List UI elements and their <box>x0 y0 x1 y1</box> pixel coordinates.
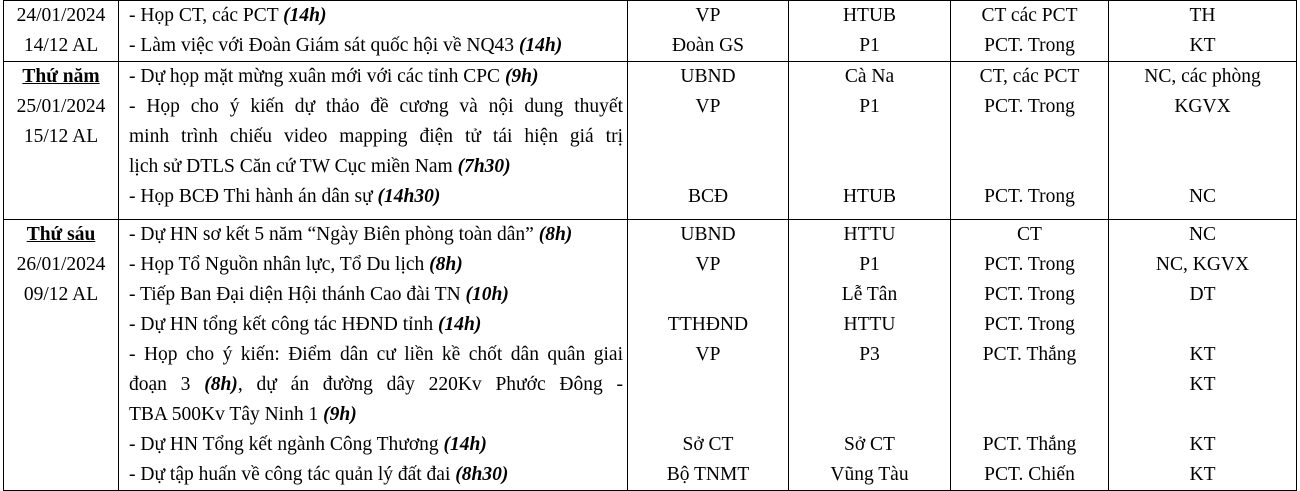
agenda-line <box>119 31 627 61</box>
agenda-item <box>119 430 627 460</box>
place-text <box>789 152 950 182</box>
agenda-time: (9h) <box>504 66 539 87</box>
host-text <box>628 370 788 400</box>
prep-cell <box>1109 1 1297 62</box>
lunar-date: 14/12 AL <box>23 35 99 56</box>
day-name: Thứ năm <box>22 66 100 87</box>
chair-text <box>951 122 1108 152</box>
agenda-text: - Họp CT, các PCT <box>129 5 284 26</box>
agenda-text: - Làm việc với Đoàn Giám sát quốc hội về NQ43 <box>129 35 519 56</box>
day-row <box>4 220 1297 491</box>
agenda-line <box>119 62 627 92</box>
chair-text: CT, các PCT <box>979 66 1080 87</box>
agenda-text-cont: , dự án đường dây 220Kv Phước Đông - <box>237 374 623 395</box>
agenda-line <box>119 340 627 370</box>
prep-text: KT <box>1189 35 1216 56</box>
host-text: VP <box>695 96 721 117</box>
agenda-line <box>119 220 627 250</box>
agenda-line <box>119 280 627 310</box>
prep-text: NC <box>1188 224 1217 245</box>
agenda-time: (14h) <box>443 434 487 455</box>
agenda-time: (9h) <box>323 404 357 425</box>
host-text: Đoàn GS <box>671 35 745 56</box>
agenda-text: - Họp cho ý kiến dự thảo đề cương và nội dung thuyết <box>129 96 623 117</box>
host-cell <box>628 220 789 491</box>
day-row <box>4 62 1297 220</box>
agenda-item <box>119 182 627 212</box>
place-text <box>789 400 950 430</box>
chair-text: PCT. Trong <box>984 314 1075 335</box>
host-text: TTHĐND <box>667 314 749 335</box>
prep-text: DT <box>1189 284 1216 305</box>
agenda-time: (8h) <box>204 374 238 395</box>
host-text: UBND <box>680 66 736 87</box>
date: 24/01/2024 <box>16 5 106 26</box>
agenda-text: - Dự HN sơ kết 5 năm “Ngày Biên phòng toàn dân” <box>129 224 539 245</box>
agenda-time: (8h30) <box>455 464 509 485</box>
agenda-item <box>119 220 627 250</box>
prep-text: TH <box>1189 5 1216 26</box>
host-cell <box>628 62 789 220</box>
date: 25/01/2024 <box>16 96 106 117</box>
agenda-text: đoạn 3 <box>129 374 205 395</box>
agenda-line <box>119 92 627 122</box>
agenda-time: (14h30) <box>377 186 441 207</box>
chair-text: PCT. Thắng <box>982 344 1077 365</box>
agenda-text: minh trình chiếu video mapping điện tử tái hiện giá trị <box>129 126 623 147</box>
prep-cell <box>1109 62 1297 220</box>
agenda-line <box>119 182 627 212</box>
chair-text: PCT. Trong <box>984 284 1075 305</box>
agenda-text: - Tiếp Ban Đại diện Hội thánh Cao đài TN <box>129 284 466 305</box>
chair-cell <box>951 1 1109 62</box>
agenda-text: - Họp BCĐ Thi hành án dân sự <box>129 186 378 207</box>
place-cell <box>789 220 951 491</box>
chair-text: PCT. Trong <box>984 254 1075 275</box>
agenda-line <box>119 310 627 340</box>
content-cell <box>119 220 628 491</box>
agenda-item <box>119 1 627 31</box>
agenda-time: (8h) <box>538 224 573 245</box>
agenda-text: - Dự tập huấn về công tác quản lý đất đai <box>129 464 456 485</box>
agenda-item <box>119 250 627 280</box>
prep-cell <box>1109 220 1297 491</box>
host-text: UBND <box>680 224 736 245</box>
agenda-item <box>119 31 627 61</box>
agenda-item <box>119 280 627 310</box>
day-cell <box>4 220 119 491</box>
prep-text <box>1109 400 1296 430</box>
place-text: Vũng Tàu <box>830 464 909 485</box>
chair-text: PCT. Trong <box>984 186 1075 207</box>
agenda-item <box>119 92 627 182</box>
content-cell <box>119 62 628 220</box>
place-text: HTTU <box>843 314 896 335</box>
prep-text: KGVX <box>1174 96 1231 117</box>
host-text <box>628 122 788 152</box>
prep-text: KT <box>1189 434 1216 455</box>
prep-text <box>1109 122 1296 152</box>
host-cell <box>628 1 789 62</box>
agenda-item <box>119 62 627 92</box>
agenda-item <box>119 460 627 490</box>
host-text: BCĐ <box>687 186 729 207</box>
host-text <box>628 280 788 310</box>
day-row <box>4 1 1297 62</box>
place-text: P1 <box>859 35 880 56</box>
host-text <box>628 152 788 182</box>
prep-text: NC, KGVX <box>1155 254 1250 275</box>
agenda-time: (14h) <box>283 5 327 26</box>
host-text: VP <box>695 344 721 365</box>
agenda-line <box>119 430 627 460</box>
agenda-text: - Dự họp mặt mừng xuân mới với các tỉnh CPC <box>129 66 505 87</box>
prep-text: NC, các phòng <box>1144 66 1261 87</box>
host-text: Sở CT <box>682 434 734 455</box>
content-cell <box>119 1 628 62</box>
agenda-time: (14h) <box>437 314 482 335</box>
date: 26/01/2024 <box>16 254 106 275</box>
prep-text <box>1109 310 1296 340</box>
agenda-text: TBA 500Kv Tây Ninh 1 <box>129 404 324 425</box>
place-cell <box>789 1 951 62</box>
host-text: VP <box>695 5 721 26</box>
place-text: P1 <box>859 96 880 117</box>
prep-text: KT <box>1189 374 1216 395</box>
day-cell <box>4 62 119 220</box>
agenda-time: (10h) <box>465 284 509 305</box>
place-text: HTTU <box>843 224 896 245</box>
agenda-item <box>119 310 627 340</box>
prep-text: NC <box>1188 186 1217 207</box>
chair-text: PCT. Chiến <box>984 464 1075 485</box>
agenda-text: - Họp cho ý kiến: Điểm dân cư liền kề chốt dân quân giai <box>129 344 623 365</box>
agenda-text: - Dự HN tổng kết công tác HĐND tỉnh <box>129 314 438 335</box>
chair-text: CT các PCT <box>981 5 1078 26</box>
chair-text <box>951 152 1108 182</box>
chair-cell <box>951 220 1109 491</box>
chair-text: PCT. Thắng <box>982 434 1077 455</box>
prep-text: KT <box>1189 464 1216 485</box>
agenda-line <box>119 152 627 182</box>
chair-cell <box>951 62 1109 220</box>
place-cell <box>789 62 951 220</box>
agenda-line <box>119 122 627 152</box>
day-name: Thứ sáu <box>26 224 96 245</box>
host-text: Bộ TNMT <box>666 464 750 485</box>
host-text: VP <box>695 254 721 275</box>
day-cell <box>4 1 119 62</box>
place-text: Cà Na <box>844 66 895 87</box>
place-text: HTUB <box>842 186 897 207</box>
place-text: P1 <box>859 254 880 275</box>
prep-text <box>1109 152 1296 182</box>
agenda-line <box>119 370 627 400</box>
agenda-line <box>119 460 627 490</box>
agenda-item <box>119 340 627 430</box>
place-text <box>789 370 950 400</box>
agenda-text: - Dự HN Tổng kết ngành Công Thương <box>129 434 444 455</box>
chair-text <box>951 400 1108 430</box>
place-text: P3 <box>859 344 880 365</box>
chair-text: PCT. Trong <box>984 96 1075 117</box>
lunar-date: 09/12 AL <box>23 284 99 305</box>
agenda-line <box>119 400 627 430</box>
agenda-line <box>119 250 627 280</box>
agenda-text: - Họp Tổ Nguồn nhân lực, Tổ Du lịch <box>129 254 430 275</box>
agenda-time: (8h) <box>429 254 463 275</box>
chair-text: PCT. Trong <box>984 35 1075 56</box>
chair-text: CT <box>1017 224 1042 245</box>
agenda-line <box>119 1 627 31</box>
schedule-table <box>3 0 1297 491</box>
place-text <box>789 122 950 152</box>
place-text: Sở CT <box>844 434 895 455</box>
prep-text: KT <box>1189 344 1216 365</box>
place-text: HTUB <box>842 5 897 26</box>
agenda-time: (14h) <box>518 35 563 56</box>
agenda-text: lịch sử DTLS Căn cứ TW Cục miền Nam <box>129 156 458 177</box>
place-text: Lễ Tân <box>841 284 898 305</box>
agenda-time: (7h30) <box>457 156 511 177</box>
lunar-date: 15/12 AL <box>23 126 99 147</box>
host-text <box>628 400 788 430</box>
chair-text <box>951 370 1108 400</box>
